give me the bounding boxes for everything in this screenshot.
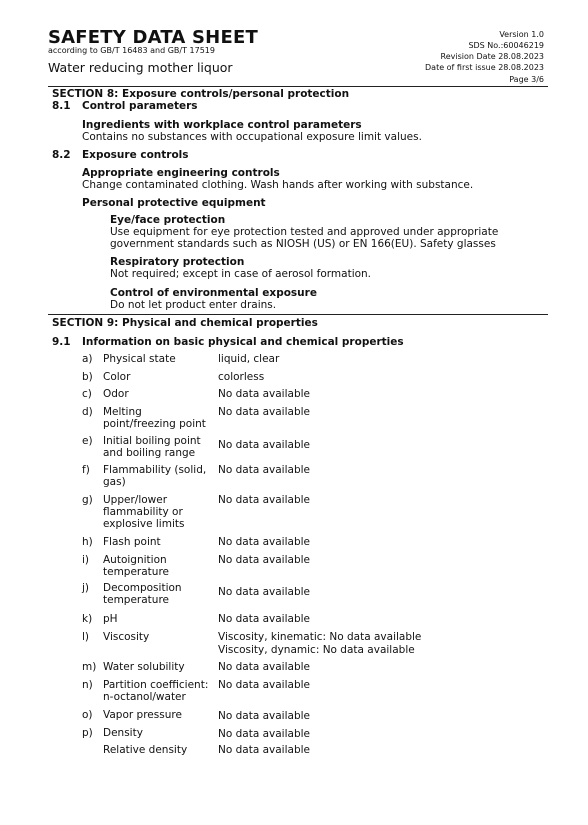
property-label: Physical state [103,353,176,365]
property-letter: b) [82,371,93,383]
property-value: Viscosity, kinematic: No data available Viscosity, dynamic: No data available [218,631,422,656]
document-title: SAFETY DATA SHEET [48,27,258,48]
property-letter: a) [82,353,93,365]
property-letter: h) [82,536,93,548]
property-value: No data available [218,536,310,548]
property-letter: e) [82,435,93,447]
page-number: Page 3/6 [509,75,544,84]
version: Version 1.0 [499,30,544,39]
property-value: No data available [218,406,310,418]
heading: Personal protective equipment [82,197,266,209]
paragraph: government standards such as NIOSH (US) or EN 166(EU). Safety glasses [110,238,496,250]
property-letter: i) [82,554,90,566]
subsection-number: 9.1 [52,336,71,348]
subsection-number: 8.2 [52,149,71,161]
property-letter: k) [82,613,93,625]
property-letter: p) [82,727,93,739]
property-label: Odor [103,388,129,400]
property-value: colorless [218,371,265,383]
document-subtitle: according to GB/T 16483 and GB/T 17519 [48,46,215,55]
section-8-title: SECTION 8: Exposure controls/personal protection [52,88,350,100]
property-value: No data available [218,494,310,506]
subsection-title: Information on basic physical and chemical properties [82,336,404,348]
subsection-title: Control parameters [82,100,198,112]
property-value: No data available [218,728,310,740]
property-letter: n) [82,679,93,691]
property-label: Flash point [103,536,161,548]
property-label: Density [103,727,143,739]
sds-number: SDS No.:60046219 [468,41,544,50]
property-value: No data available [218,586,310,598]
property-value: No data available [218,464,310,476]
property-letter: o) [82,709,93,721]
property-letter: d) [82,406,93,418]
property-value: No data available [218,679,310,691]
property-value: liquid, clear [218,353,280,365]
property-value: No data available [218,744,310,756]
property-letter: f) [82,464,90,476]
property-label: Upper/lower flammability or explosive limits [103,494,185,530]
property-value: No data available [218,439,310,451]
paragraph: Not required; except in case of aerosol formation. [110,268,372,280]
property-value: No data available [218,661,310,673]
heading: Control of environmental exposure [110,287,317,299]
paragraph: Contains no substances with occupational exposure limit values. [82,131,422,143]
first-issue-date: Date of first issue 28.08.2023 [425,63,544,72]
property-label: Relative density [103,744,188,756]
heading: Eye/face protection [110,214,226,226]
heading: Appropriate engineering controls [82,167,280,179]
property-letter: j) [82,582,90,594]
heading: Respiratory protection [110,256,245,268]
property-letter: l) [82,631,90,643]
property-label: Color [103,371,131,383]
header-divider [48,86,548,87]
heading: Ingredients with workplace control parameters [82,119,362,131]
section-9-title: SECTION 9: Physical and chemical properties [52,317,318,329]
property-label: Partition coefficient: n-octanol/water [103,679,209,703]
property-letter: c) [82,388,92,400]
property-label: Autoignition temperature [103,554,169,578]
property-label: pH [103,613,118,625]
property-letter: g) [82,494,93,506]
property-label: Water solubility [103,661,185,673]
paragraph: Use equipment for eye protection tested and approved under appropriate [110,226,499,238]
paragraph: Change contaminated clothing. Wash hands after working with substance. [82,179,474,191]
property-label: Decomposition temperature [103,582,182,606]
property-value: No data available [218,710,310,722]
subsection-title: Exposure controls [82,149,189,161]
subsection-number: 8.1 [52,100,71,112]
property-value: No data available [218,554,310,566]
product-name: Water reducing mother liquor [48,60,233,75]
property-label: Initial boiling point and boiling range [103,435,201,459]
property-value: No data available [218,388,310,400]
revision-date: Revision Date 28.08.2023 [440,52,544,61]
property-value: No data available [218,613,310,625]
property-label: Vapor pressure [103,709,182,721]
paragraph: Do not let product enter drains. [110,299,277,311]
property-label: Flammability (solid, gas) [103,464,207,488]
property-letter: m) [82,661,97,673]
property-label: Melting point/freezing point [103,406,206,430]
property-label: Viscosity [103,631,150,643]
section-divider [48,314,548,315]
